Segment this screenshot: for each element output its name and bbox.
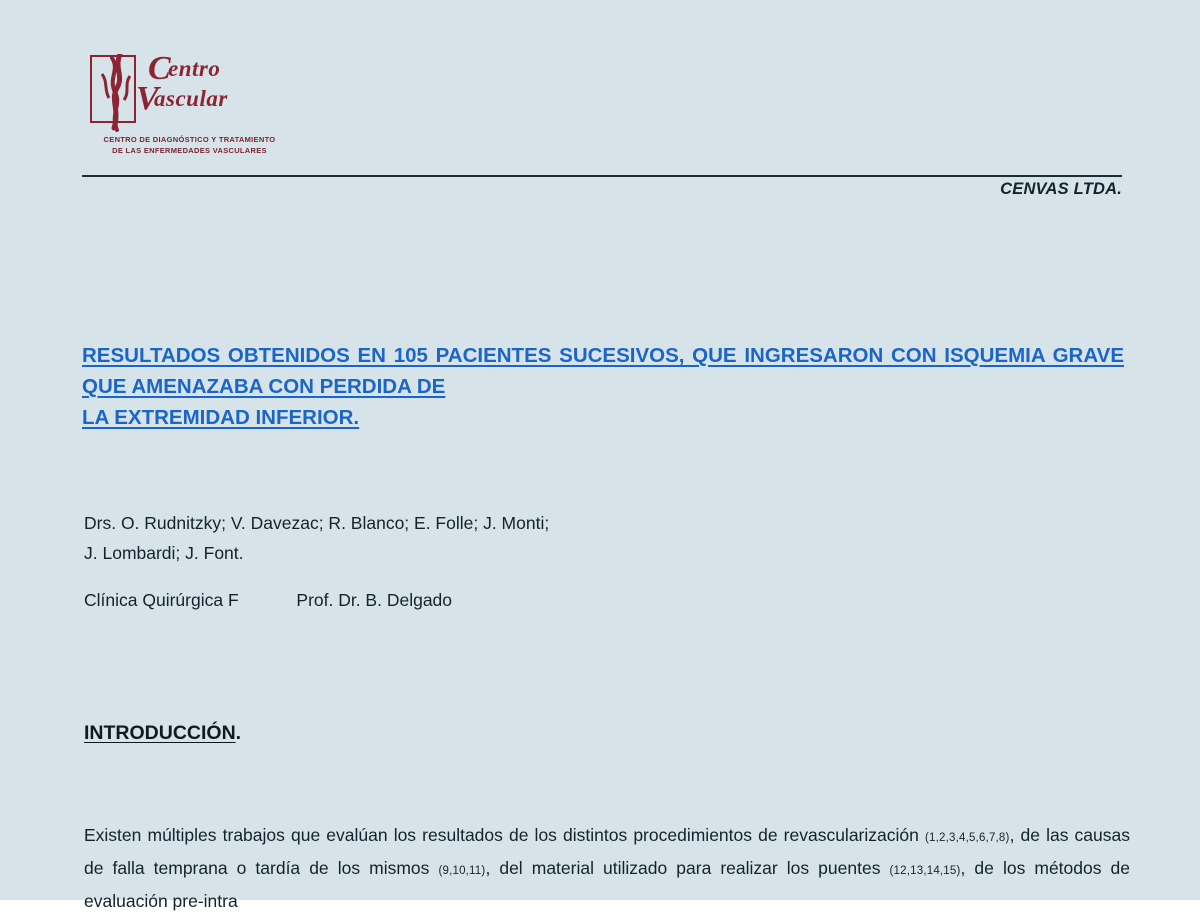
letterhead [82, 52, 1122, 170]
logo-subtitle-line-2: DE LAS ENFERMEDADES VASCULARES [112, 146, 267, 155]
logo-letter-v: V [136, 80, 159, 117]
section-heading-introduccion [84, 722, 241, 745]
affiliation-professor: Prof. Dr. B. Delgado [296, 590, 453, 610]
author-line-2: J. Lombardi; J. Font. [84, 543, 244, 563]
body-part-4: , de los métodos de evaluación pre-intra [84, 858, 1130, 911]
section-heading-period: . [235, 722, 242, 744]
citation-1: (1,2,3,4,5,6,7,8) [924, 832, 1010, 844]
logo-wordmark [136, 50, 294, 126]
affiliation-clinic: Clínica Quirúrgica F [84, 590, 239, 610]
author-line-1: Drs. O. Rudnitzky; V. Davezac; R. Blanco; E. Folle; J. Monti; [84, 513, 550, 533]
citation-3: (12,13,14,15) [889, 865, 961, 877]
body-part-3: , del material utilizado para realizar los puentes [485, 858, 890, 878]
header-divider [82, 175, 1122, 177]
citation-2: (9,10,11) [438, 865, 486, 877]
company-name: CENVAS LTDA. [1000, 180, 1122, 198]
logo-word-centro: entro [168, 56, 221, 81]
logo-subtitle-line-1: CENTRO DE DIAGNÓSTICO Y TRATAMIENTO [103, 135, 276, 144]
logo-subtitle [82, 134, 297, 156]
page-title-main: RESULTADOS OBTENIDOS EN 105 PACIENTES SUCESIVOS, QUE INGRESARON CON ISQUEMIA GRAVE QUE AMENAZABA CON PERDIDA DE [82, 344, 1124, 398]
author-list [84, 508, 1084, 568]
logo-word-vascular: ascular [154, 86, 228, 111]
logo-letter-c: C [148, 50, 171, 87]
section-heading-text: INTRODUCCIÓN [84, 722, 236, 744]
body-paragraph [84, 820, 1130, 916]
page-title-last-line: LA EXTREMIDAD INFERIOR. [82, 406, 360, 429]
page-title [82, 340, 1124, 433]
body-part-2: , de las causas de falla temprana o tardía de los mismos [84, 825, 1131, 878]
affiliation [84, 590, 1084, 611]
body-part-1: Existen múltiples trabajos que evalúan los resultados de los distintos procedimientos de revascularización [84, 825, 925, 845]
cenvas-logo [82, 52, 292, 170]
